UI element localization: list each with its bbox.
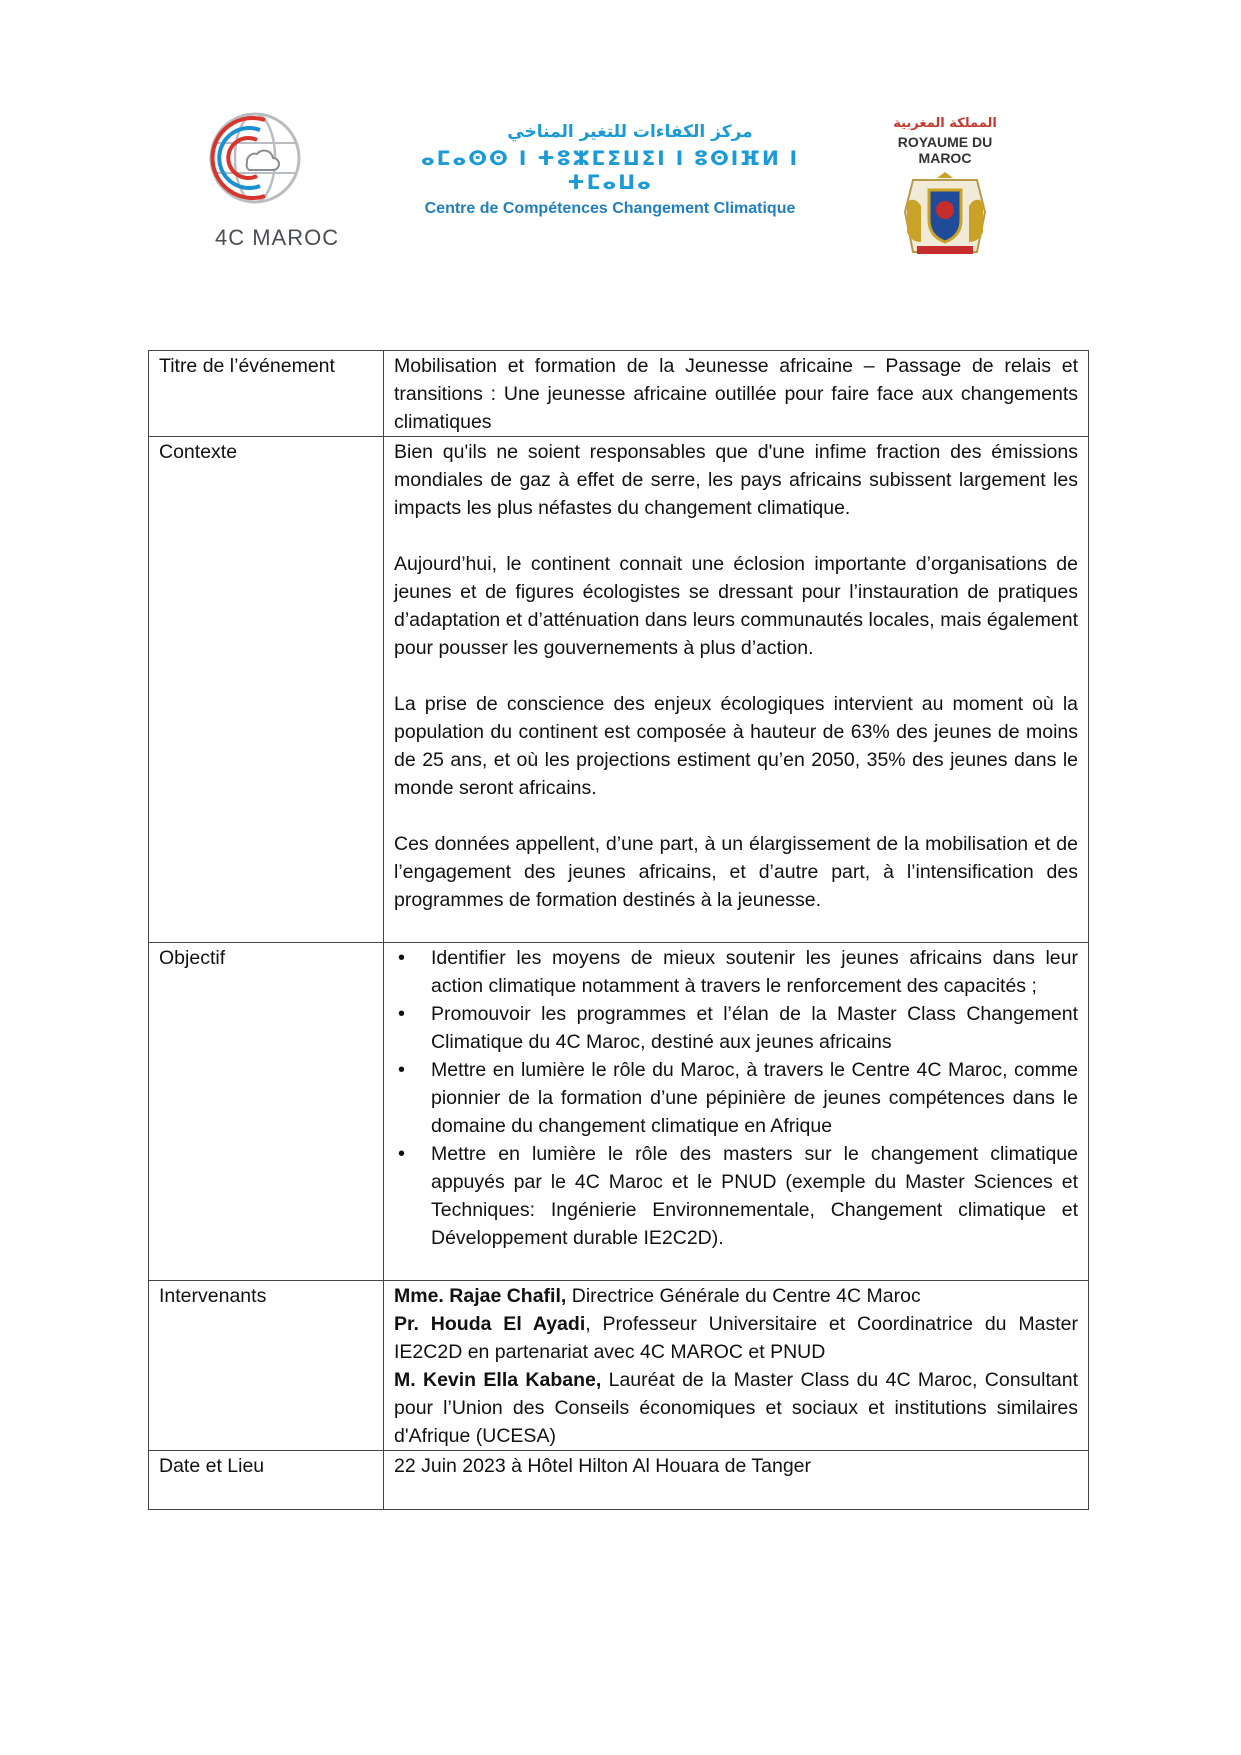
table-row-date-lieu <box>149 1451 1089 1510</box>
objectif-item: • Identifier les moyens de mieux soutenir les jeunes africains dans leur action climatique notamment à travers le renforcement des capacités ; <box>394 944 1078 1000</box>
contexte-paragraph: Aujourd’hui, le continent connait une éclosion importante d’organisations de jeunes et de figures écologistes se dressant pour l’instauration de pratiques d’adaptation et d’atténuation dans leurs communautés locales, mais également pour pousser les gouvernements à plus d’action. <box>394 553 1078 659</box>
contexte-paragraph: Bien qu'ils ne soient responsables que d'une infime fraction des émissions mondiales de gaz à effet de serre, les pays africains subissent largement les impacts les plus néfastes du changement climatique. <box>394 441 1078 519</box>
table-row-objectif <box>149 943 1089 1281</box>
table-row-contexte <box>149 437 1089 943</box>
value-intervenants <box>384 1281 1089 1451</box>
event-info-table <box>148 350 1089 1510</box>
royaume-arabic: المملكة المغربية <box>893 116 997 131</box>
centre-french-name: Centre de Compétences Changement Climatique <box>424 200 796 217</box>
speaker-entry <box>394 1310 1078 1366</box>
4c-maroc-logo-icon <box>205 108 305 218</box>
logo-4c-maroc <box>205 108 340 253</box>
speaker-name: Pr. Houda El Ayadi <box>394 1313 586 1335</box>
coat-of-arms-icon <box>893 172 997 262</box>
centre-arabic-name: مركز الكفاءات للتغير المناخي <box>507 122 753 142</box>
speaker-name: Mme. Rajae Chafil, <box>394 1285 567 1307</box>
speaker-role: , Professeur Universitaire et Coordinatrice du Master IE2C2D en partenariat avec 4C MAROC et PNUD <box>394 1313 1078 1363</box>
label-intervenants: Intervenants <box>149 1281 384 1451</box>
logo-4c-caption: 4C MAROC <box>215 225 340 250</box>
table-row-intervenants <box>149 1281 1089 1451</box>
value-contexte <box>384 437 1089 943</box>
value-objectif <box>384 943 1089 1281</box>
label-titre: Titre de l’événement <box>149 351 384 437</box>
centre-tifinagh-name: ⴰⵎⴰⵙⵙ ⵏ ⵜⵓⵣⵎⵉⵡⵉⵏ ⵏ ⵓⵙⵏⴼⵍ ⵏ ⵜⵎⴰⵡⴰ <box>420 146 800 194</box>
objectif-item: • Promouvoir les programmes et l’élan de la Master Class Changement Climatique du 4C Maroc, destiné aux jeunes africains <box>394 1000 1078 1056</box>
speaker-entry <box>394 1282 1078 1310</box>
royaume-french: ROYAUME DU MAROC <box>897 134 993 166</box>
label-objectif: Objectif <box>149 943 384 1281</box>
value-date-lieu: 22 Juin 2023 à Hôtel Hilton Al Houara de Tanger <box>384 1451 1089 1510</box>
label-contexte: Contexte <box>149 437 384 943</box>
objectif-list <box>394 944 1078 1252</box>
speaker-name: M. Kevin Ella Kabane, <box>394 1369 602 1391</box>
objectif-item: • Mettre en lumière le rôle du Maroc, à travers le Centre 4C Maroc, comme pionnier de la formation d’une pépinière de jeunes compétences dans le domaine du changement climatique en Afrique <box>394 1056 1078 1140</box>
value-titre: Mobilisation et formation de la Jeunesse africaine – Passage de relais et transitions : Une jeunesse africaine outillée pour faire face aux changements climatiques <box>384 351 1089 437</box>
label-date-lieu: Date et Lieu <box>149 1451 384 1510</box>
centre-competences-logo <box>410 122 810 218</box>
table-row-titre <box>149 351 1089 437</box>
speaker-role: Lauréat de la Master Class du 4C Maroc, Consultant pour l’Union des Conseils économiques et sociaux et institutions similaires d'Afrique (UCESA) <box>394 1369 1078 1447</box>
speaker-role: Directrice Générale du Centre 4C Maroc <box>566 1285 921 1307</box>
contexte-paragraph: Ces données appellent, d’une part, à un élargissement de la mobilisation et de l’engagement des jeunes africains, et d’autre part, à l’intensification des programmes de formation destinés à la jeunesse. <box>394 833 1078 911</box>
objectif-item: • Mettre en lumière le rôle des masters sur le changement climatique appuyés par le 4C Maroc et le PNUD (exemple du Master Sciences et Techniques: Ingénierie Environnementale, Changement climatique et Développement durable IE2C2D). <box>394 1140 1078 1252</box>
speaker-entry <box>394 1366 1078 1450</box>
contexte-paragraph: La prise de conscience des enjeux écologiques intervient au moment où la population du continent est composée à hauteur de 63% des jeunes de moins de 25 ans, et où les projections estiment qu’en 2050, 35% des jeunes dans le monde seront africains. <box>394 693 1078 799</box>
royaume-du-maroc-emblem <box>870 116 1020 262</box>
